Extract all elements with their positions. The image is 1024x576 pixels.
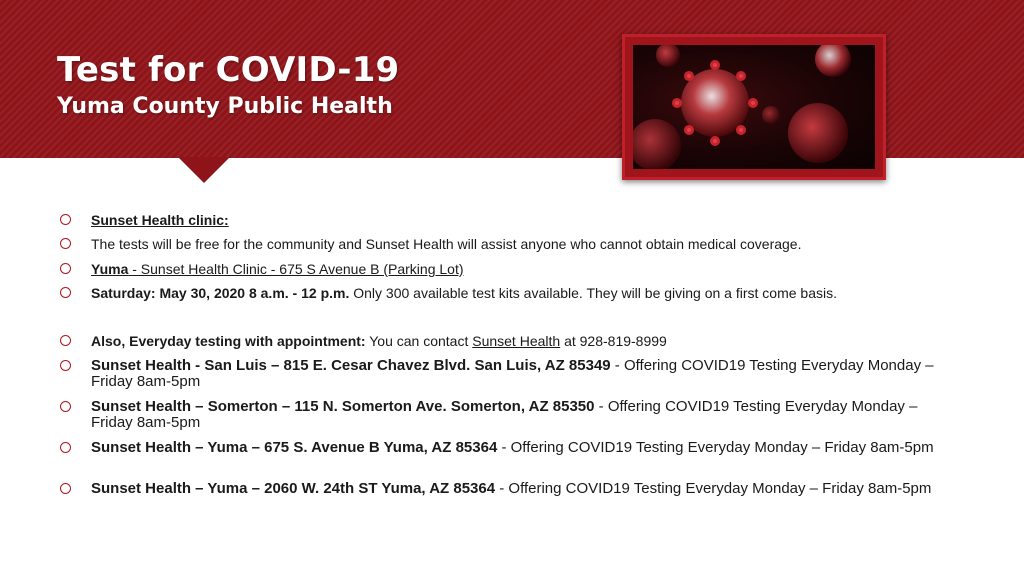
sunset-health-link[interactable]: Sunset Health: [472, 333, 561, 349]
bullet-icon: [60, 214, 71, 225]
item-text: - Offering COVID19 Testing Everyday Monday – Friday 8am-5pm: [495, 480, 932, 497]
item-text: - Offering COVID19 Testing Everyday Monday – Friday 8am-5pm: [497, 439, 934, 456]
item-bold: Sunset Health – Yuma – 675 S. Avenue B Yuma, AZ 85364: [91, 439, 498, 456]
item-text: - Sunset Health Clinic - 675 S Avenue B (Parking Lot): [128, 261, 464, 277]
item-bold: Yuma: [91, 261, 129, 277]
virus-particle-small: [762, 106, 780, 124]
bullet-icon: [60, 483, 71, 494]
item-bold: Sunset Health – Yuma – 2060 W. 24th ST Yuma, AZ 85364: [91, 480, 496, 497]
item-text: The tests will be free for the community and Sunset Health will assist anyone who cannot obtain medical coverage.: [91, 236, 802, 252]
bullet-icon: [60, 287, 71, 298]
item-text: at 928-819-8999: [560, 333, 667, 349]
virus-image-frame: [622, 34, 886, 180]
page-subtitle: Yuma County Public Health: [57, 94, 393, 119]
item-text: - Offering COVID19 Testing Everyday Monday – Friday 8am-5pm: [91, 357, 934, 390]
clinic-heading: Sunset Health clinic:: [91, 212, 229, 228]
coronavirus-photo: [633, 45, 875, 169]
page-title: Test for COVID-19: [57, 50, 400, 90]
coronavirus-illustration: [633, 45, 875, 169]
item-bold: Sunset Health – Somerton – 115 N. Somerton Ave. Somerton, AZ 85350: [91, 398, 595, 415]
bullet-icon: [60, 263, 71, 274]
virus-particle-bottom-right: [788, 103, 848, 163]
virus-particle-top-right: [815, 45, 851, 77]
bullet-icon: [60, 401, 71, 412]
bullet-icon: [60, 238, 71, 249]
item-bold: Sunset Health - San Luis – 815 E. Cesar Chavez Blvd. San Luis, AZ 85349: [91, 357, 611, 374]
virus-particle-bottom-left: [633, 119, 681, 169]
item-bold: Also, Everyday testing with appointment:: [91, 333, 366, 349]
bullet-icon: [60, 335, 71, 346]
item-text: Only 300 available test kits available. They will be giving on a first come basis.: [349, 285, 837, 301]
bullet-icon: [60, 442, 71, 453]
item-text: - Offering COVID19 Testing Everyday Monday – Friday 8am-5pm: [91, 398, 918, 431]
bullet-icon: [60, 360, 71, 371]
virus-particle-top-left: [656, 45, 680, 67]
banner-notch: [178, 157, 230, 183]
item-text: You can contact: [365, 333, 473, 349]
item-bold: Saturday: May 30, 2020 8 a.m. - 12 p.m.: [91, 285, 350, 301]
